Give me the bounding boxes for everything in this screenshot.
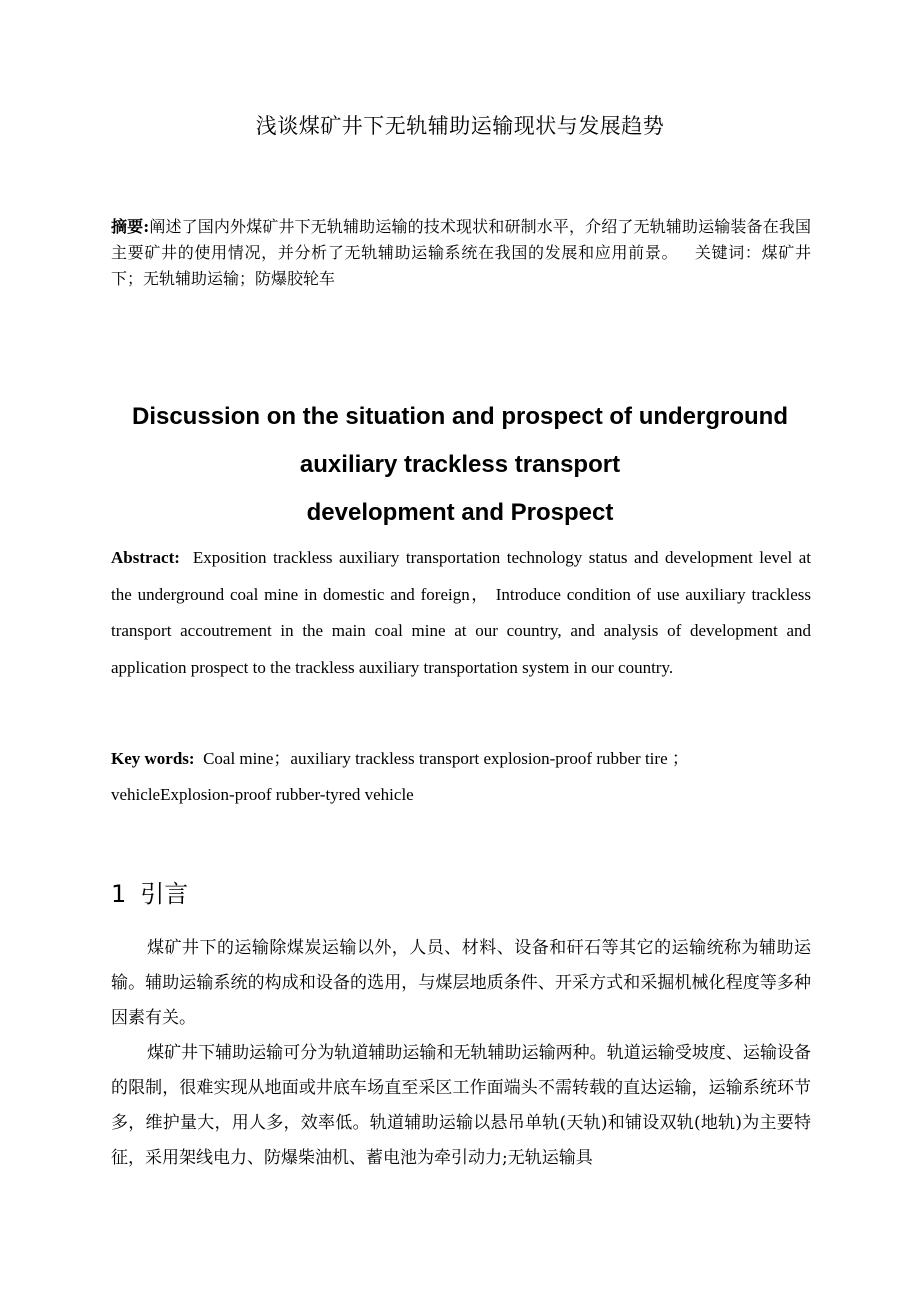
english-abstract-text: Exposition trackless auxiliary transportation technology status and development level at the underground coal mine in domestic and foreign， Introduce condition of use auxiliary trackless transport accoutrement in the main coal mine at our country, and analysis of development and application prospect to the trackless auxiliary transportation system in our country. bbox=[111, 548, 812, 677]
chinese-abstract-text: 阐述了国内外煤矿井下无轨辅助运输的技术现状和研制水平，介绍了无轨辅助运输装备在我国主要矿井的使用情况，并分析了无轨辅助运输系统在我国的发展和应用前景。 bbox=[111, 217, 811, 262]
body-paragraph-1: 煤矿井下的运输除煤炭运输以外，人员、材料、设备和矸石等其它的运输统称为辅助运输。辅助运输系统的构成和设备的选用，与煤层地质条件、开采方式和采掘机械化程度等多种因素有关。 bbox=[111, 938, 811, 1028]
english-keywords-label: Key words: bbox=[111, 749, 195, 768]
body-paragraph-2: 煤矿井下辅助运输可分为轨道辅助运输和无轨辅助运输两种。轨道运输受坡度、运输设备的限制，很难实现从地面或井底车场直至采区工作面端头不需转载的直达运输，运输系统环节多，维护量大，用人多，效率低。轨道辅助运输以悬吊单轨(天轨)和铺设双轨(地轨)为主要特征，采用架线电力、防爆柴油机、蓄电池为牵引动力;无轨运输具 bbox=[111, 1043, 811, 1168]
section-1-body bbox=[111, 931, 811, 1176]
english-keywords bbox=[111, 741, 811, 813]
english-title-line-3: development and Prospect bbox=[306, 499, 614, 526]
chinese-abstract bbox=[111, 214, 811, 292]
english-title-line-2: auxiliary trackless transport bbox=[299, 451, 621, 478]
english-abstract-label: Abstract: bbox=[111, 548, 180, 567]
english-title bbox=[0, 399, 920, 543]
chinese-keywords-text: 煤矿井下；无轨辅助运输；防爆胶轮车 bbox=[111, 243, 811, 288]
chinese-title: 浅谈煤矿井下无轨辅助运输现状与发展趋势 bbox=[255, 114, 665, 138]
chinese-keywords-label: 关键词： bbox=[694, 243, 762, 262]
section-1-heading bbox=[111, 874, 188, 909]
english-title-line-1: Discussion on the situation and prospect of underground bbox=[131, 403, 788, 430]
section-1-number: 1 bbox=[111, 880, 127, 908]
chinese-abstract-label: 摘要: bbox=[111, 217, 150, 236]
section-1-title: 引言 bbox=[140, 880, 189, 908]
english-keywords-text: Coal mine；auxiliary trackless transport explosion-proof rubber tire ；vehicleExplosion-proof rubber-tyred vehicle bbox=[111, 749, 689, 804]
english-abstract bbox=[111, 540, 811, 686]
